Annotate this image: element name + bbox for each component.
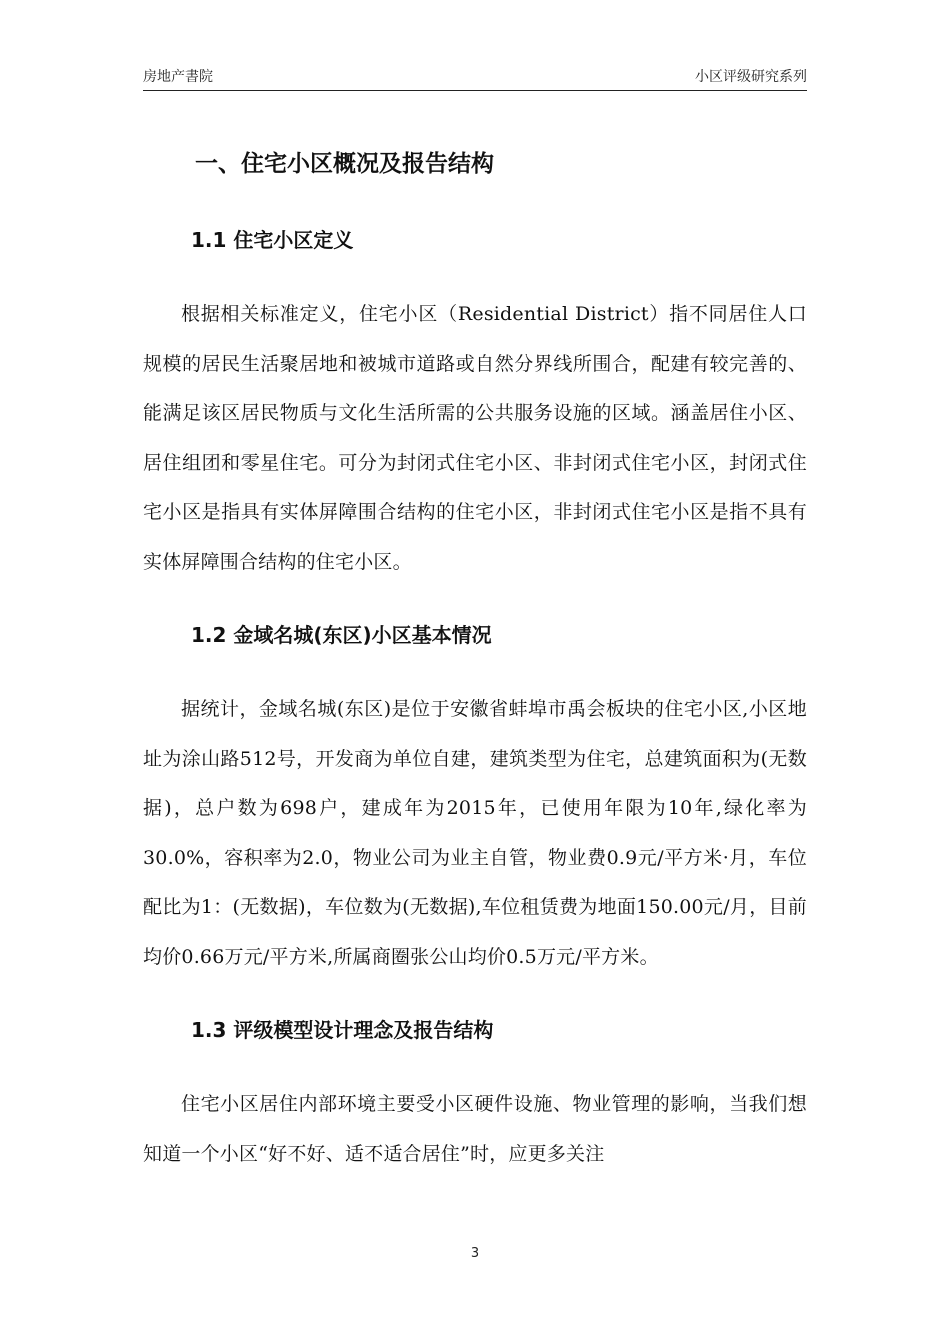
- page-number: 3: [470, 1246, 480, 1261]
- paragraph-basic-info: 据统计，金域名城(东区)是位于安徽省蚌埠市禹会板块的住宅小区,小区地址为涂山路512号，开发商为单位自建，建筑类型为住宅，总建筑面积为(无数据)，总户数为698户，建成年为2015年，已使用年限为10年,绿化率为30.0%，容积率为2.0，物业公司为业主自管，物业费0.9元/平方米·月，车位配比为1：(无数据)，车位数为(无数据),车位租赁费为地面150.00元/月，目前均价0.66万元/平方米,所属商圈张公山均价0.5万元/平方米。: [143, 698, 807, 968]
- subsection-heading-1-1: 1.1 住宅小区定义: [191, 228, 354, 252]
- header-publisher: 房地产書院: [143, 69, 213, 85]
- subsection-heading-1-2: 1.2 金域名城(东区)小区基本情况: [191, 623, 492, 647]
- paragraph-definition: 根据相关标准定义，住宅小区（Residential District）指不同居住人口规模的居民生活聚居地和被城市道路或自然分界线所围合，配建有较完善的、能满足该区居民物质与文化生活所需的公共服务设施的区域。涵盖居住小区、居住组团和零星住宅。可分为封闭式住宅小区、非封闭式住宅小区，封闭式住宅小区是指具有实体屏障围合结构的住宅小区，非封闭式住宅小区是指不具有实体屏障围合结构的住宅小区。: [143, 303, 807, 573]
- page-header: [143, 64, 807, 91]
- page-content: [143, 138, 807, 1179]
- paragraph-model-design: 住宅小区居住内部环境主要受小区硬件设施、物业管理的影响，当我们想知道一个小区“好不好、适不适合居住”时，应更多关注: [143, 1093, 807, 1165]
- subsection-heading-1-3: 1.3 评级模型设计理念及报告结构: [191, 1018, 494, 1042]
- header-series-title: 小区评级研究系列: [695, 69, 807, 85]
- section-title: 一、住宅小区概况及报告结构: [195, 151, 494, 177]
